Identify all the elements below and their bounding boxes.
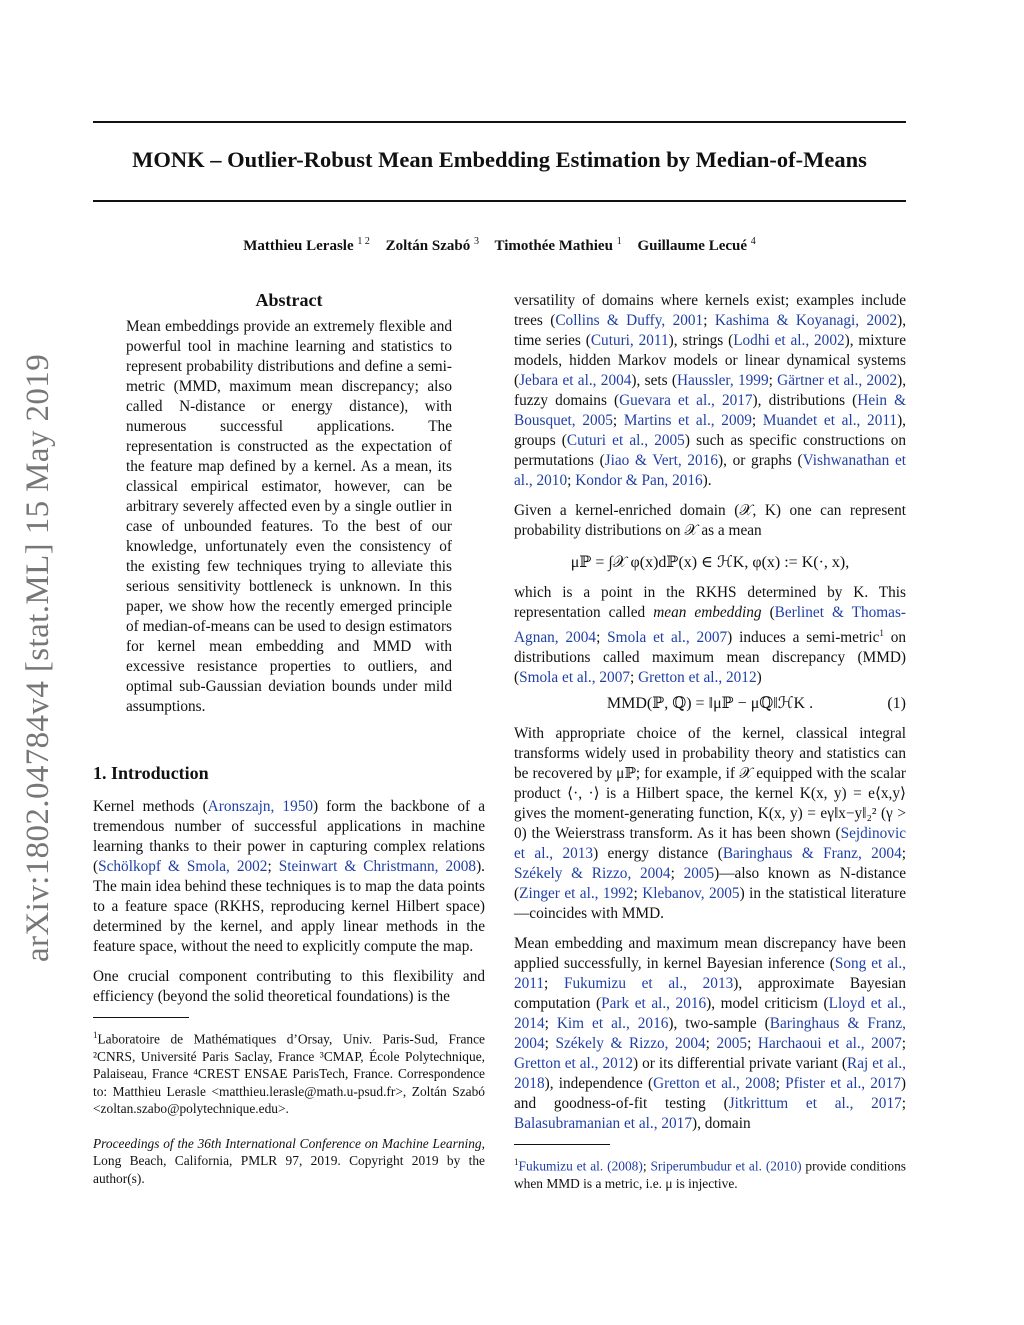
citation-link[interactable]: Baringhaus & Franz, 2004 [514, 1015, 907, 1053]
intro-paragraph: Kernel methods (Aronszajn, 1950) form the backbone of a tremendous number of successful applications in machine learning thanks to their power in capturing complex relations (Schölkopf & Smola, 2002; Steinwart & Christmann, 2008). The main idea behind these techniques is to map the data points to a feature space (RKHS, reproducing kernel Hilbert space) determined by the kernel, and apply linear methods in the feature space, without the need to explicitly compute the map. [93, 798, 485, 955]
citation-link[interactable]: Jiao & Vert, 2016 [604, 452, 718, 469]
footnote-rule [514, 1144, 610, 1145]
citation-link[interactable]: Harchaoui et al., 2007 [757, 1035, 902, 1053]
right-column [514, 291, 906, 1193]
author-list [93, 236, 906, 255]
citation-link[interactable]: Smola et al., 2007 [607, 629, 728, 647]
abstract-text: Mean embeddings provide an extremely flexible and powerful tool in machine learning and statistics to represent probability distributions and define a semi-metric (MMD, maximum mean discrepancy; also called N-distance or energy distance), with numerous successful applications. The representation is constructed as the expectation of the feature map defined by a kernel. As a mean, its classical empirical estimator, however, can be arbitrary severely affected even by a single outlier in case of unbounded features. To the best of our knowledge, unfortunately even the consistency of the existing few techniques trying to alleviate this serious sensitivity bottleneck is unknown. In this paper, we show how the recently emerged principle of median-of-means can be used to design estimators for kernel mean embedding and MMD with excessive resistance properties to outliers, and optimal sub-Gaussian deviation bounds under mild assumptions. [126, 318, 452, 715]
author-name: Zoltán Szabó [385, 238, 471, 254]
citation-link[interactable]: Schölkopf & Smola, 2002 [98, 858, 268, 875]
body-paragraph: versatility of domains where kernels exist; examples include trees (Collins & Duffy, 2001; Kashima & Koyanagi, 2002), time series (Cuturi, 2011), strings (Lodhi et al., 2002), mixture models, hidden Markov models or linear dynamical systems (Jebara et al., 2004), sets (Haussler, 1999; Gärtner et al., 2002), fuzzy domains (Guevara et al., 2017), distributions (Hein & Bousquet, 2005; Martins et al., 2009; Muandet et al., 2011), groups (Cuturi et al., 2005) such as specific constructions on permutations (Jiao & Vert, 2016), or graphs (Vishwanathan et al., 2010; Kondor & Pan, 2016). [514, 292, 907, 489]
citation-link[interactable]: Klebanov, 2005 [642, 885, 740, 903]
arxiv-sidebar [20, 353, 60, 1002]
citation-link[interactable]: Park et al., 2016 [601, 995, 707, 1013]
citation-link[interactable]: Vishwanathan et al., 2010 [514, 452, 906, 489]
citation-link[interactable]: Fukumizu et al., 2013 [563, 975, 734, 993]
citation-link[interactable]: Zinger et al., 1992 [519, 885, 634, 903]
footnote-marker[interactable]: 1 [514, 1157, 519, 1168]
affiliation-footnote: $^1$Laboratoire de Mathématiques d’Orsay, Univ. Paris-Sud, France ²CNRS, Université Paris Saclay, France ³CMAP, École Polytechnique, Palaiseau, France ⁴CREST ENSAE ParisTech, France. Correspondence to: Matthieu Lerasle <matthieu.lerasle@math.u-psud.fr>, Zoltán Szabó <zoltan.szabo@polytechnique.edu>. [93, 1030, 485, 1117]
intro-paragraph: One crucial component contributing to this flexibility and efficiency (beyond the solid theoretical foundations) is the [93, 968, 485, 1005]
footnote-mmd-metric: $^1$Fukumizu et al. (2008); Sriperumbudur et al. (2010) provide conditions when MMD is a metric, i.e. μ is injective. [514, 1157, 906, 1192]
author-affiliation: 4 [750, 236, 756, 247]
footnote-marker[interactable]: 1 [879, 628, 884, 638]
citation-link[interactable]: Cuturi, 2011 [590, 332, 669, 349]
title-rule-bottom [93, 200, 906, 202]
citation-link[interactable]: Kim et al., 2016 [556, 1015, 669, 1033]
citation-link[interactable]: Balasubramanian et al., 2017 [514, 1115, 692, 1133]
citation-link[interactable]: Cuturi et al., 2005 [566, 432, 685, 449]
citation-link[interactable]: Song et al., 2011 [514, 955, 906, 993]
citation-link[interactable]: Muandet et al., 2011 [762, 412, 898, 429]
author-affiliation: 1 [616, 236, 622, 247]
left-column [93, 290, 485, 1187]
body-paragraph: Mean embedding and maximum mean discrepancy have been applied successfully, in kernel Bayesian inference (Song et al., 2011; Fukumizu et al., 2013), approximate Bayesian computation (Park et al., 2016), model criticism (Lloyd et al., 2014; Kim et al., 2016), two-sample (Baringhaus & Franz, 2004; Székely & Rizzo, 2004; 2005; Harchaoui et al., 2007; Gretton et al., 2012) or its differential private variant (Raj et al., 2018), independence (Gretton et al., 2008; Pfister et al., 2017) and goodness-of-fit testing (Jitkrittum et al., 2017; Balasubramanian et al., 2017), domain [514, 935, 907, 1133]
citation-link[interactable]: Fukumizu et al. (2008) [518, 1158, 643, 1174]
equation-mmd [514, 694, 906, 714]
equation-body: MMD(ℙ, ℚ) = ‖μℙ − μℚ‖ℋK . [606, 695, 814, 713]
author-name: Timothée Mathieu [494, 238, 613, 254]
proceedings-note: Proceedings of the 36th International Conference on Machine Learning, Long Beach, California, PMLR 97, 2019. Copyright 2019 by the author(s). [93, 1135, 485, 1186]
citation-link[interactable]: Lloyd et al., 2014 [514, 995, 906, 1033]
citation-link[interactable]: Jebara et al., 2004 [519, 372, 632, 389]
citation-link[interactable]: Raj et al., 2018 [514, 1055, 906, 1093]
citation-link[interactable]: Aronszajn, 1950 [207, 798, 314, 815]
citation-link[interactable]: Hein & Bousquet, 2005 [514, 392, 906, 429]
citation-link[interactable]: Pfister et al., 2017 [785, 1075, 901, 1093]
equation-number: (1) [887, 695, 906, 713]
author-name: Guillaume Lecué [637, 238, 748, 254]
author-name: Matthieu Lerasle [243, 238, 354, 254]
paper-title: MONK – Outlier-Robust Mean Embedding Estimation by Median-of-Means [132, 147, 867, 172]
citation-link[interactable]: Kashima & Koyanagi, 2002 [714, 312, 898, 329]
section-heading-introduction: 1. Introduction [93, 763, 209, 783]
citation-link[interactable]: Smola et al., 2007 [519, 669, 630, 687]
citation-link[interactable]: Gretton et al., 2008 [653, 1075, 776, 1093]
citation-link[interactable]: Kondor & Pan, 2016 [575, 472, 703, 489]
citation-link[interactable]: 2005 [683, 865, 715, 883]
citation-link[interactable]: Jitkrittum et al., 2017 [728, 1095, 902, 1113]
author-affiliation: 1 2 [357, 236, 370, 247]
citation-link[interactable]: Gretton et al., 2012 [638, 669, 757, 687]
arxiv-identifier: arXiv:1802.04784v4 [stat.ML] 15 May 2019 [20, 353, 56, 962]
citation-link[interactable]: Székely & Rizzo, 2004 [555, 1035, 706, 1053]
citation-link[interactable]: Sejdinovic et al., 2013 [514, 825, 906, 863]
body-paragraph: With appropriate choice of the kernel, classical integral transforms widely used in probability theory and statistics can be recovered by μℙ; for example, if 𝒳 equipped with the scalar product ⟨·, ·⟩ is a Hilbert space, the kernel K(x, y) = e⟨x,y⟩ gives the moment-generating function, K(x, y) = eγ‖x−y‖₂² (γ > 0) the Weierstrass transform. As it has been shown (Sejdinovic et al., 2013) energy distance (Baringhaus & Franz, 2004; Székely & Rizzo, 2004; 2005)—also known as N-distance (Zinger et al., 1992; Klebanov, 2005) in the statistical literature—coincides with MMD. [514, 725, 906, 923]
citation-link[interactable]: Gärtner et al., 2002 [777, 372, 898, 389]
citation-link[interactable]: Sriperumbudur et al. (2010) [650, 1158, 802, 1174]
citation-link[interactable]: Martins et al., 2009 [623, 412, 752, 429]
citation-link[interactable]: Collins & Duffy, 2001 [555, 312, 704, 329]
citation-link[interactable]: 2005 [716, 1035, 748, 1053]
footnote-rule [93, 1017, 189, 1018]
emphasis-text: mean embedding [653, 604, 762, 621]
body-paragraph: Given a kernel-enriched domain (𝒳, K) one can represent probability distributions on 𝒳 as a mean [514, 502, 906, 539]
author-affiliation: 3 [473, 236, 479, 247]
citation-link[interactable]: Berlinet & Thomas-Agnan, 2004 [514, 604, 907, 647]
citation-link[interactable]: Guevara et al., 2017 [619, 392, 753, 409]
citation-link[interactable]: Baringhaus & Franz, 2004 [722, 845, 902, 863]
citation-link[interactable]: Lodhi et al., 2002 [733, 332, 845, 349]
body-paragraph: which is a point in the RKHS determined by K. This representation called mean embedding (Berlinet & Thomas-Agnan, 2004; Smola et al., 2007) induces a semi-metric$^1$ on distributions called maximum mean discrepancy (MMD) (Smola et al., 2007; Gretton et al., 2012) [514, 584, 907, 687]
citation-link[interactable]: Gretton et al., 2012 [514, 1055, 634, 1073]
title-rule-top [93, 121, 906, 123]
equation-mean-embedding: μℙ = ∫𝒳 φ(x)dℙ(x) ∈ ℋK, φ(x) := K(·, x), [570, 554, 850, 571]
citation-link[interactable]: Steinwart & Christmann, 2008 [278, 858, 477, 875]
citation-link[interactable]: Székely & Rizzo, 2004 [514, 865, 671, 883]
abstract-heading: Abstract [255, 290, 323, 310]
citation-link[interactable]: Haussler, 1999 [676, 372, 769, 389]
